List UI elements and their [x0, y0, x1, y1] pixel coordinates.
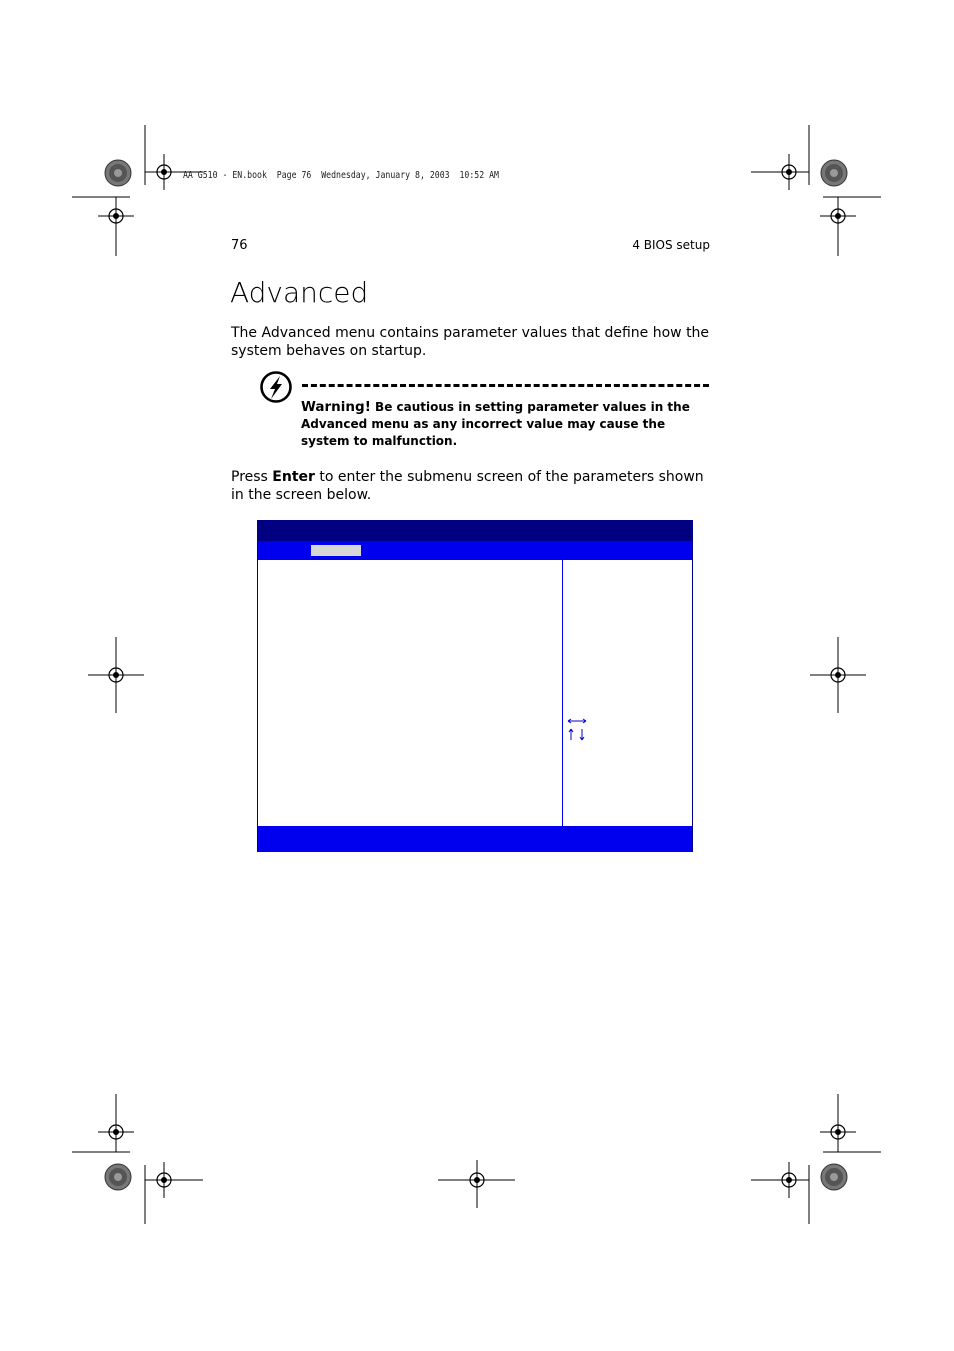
- warning-divider: [302, 384, 709, 387]
- page-title: Advanced: [230, 276, 369, 309]
- page-number: 76: [231, 238, 248, 253]
- bios-main-pane: [258, 560, 562, 826]
- warning-text: Be cautious in setting parameter values in the Advanced menu as any incorrect value may cause the system to malfunction.: [301, 400, 690, 448]
- lightning-warning-icon: [259, 370, 293, 404]
- bios-footer-bar: [258, 826, 692, 852]
- instruction-before: Press: [231, 469, 273, 485]
- print-header: AA G510 - EN.book Page 76 Wednesday, January 8, 2003 10:52 AM: [183, 170, 499, 181]
- running-head: 4 BIOS setup: [632, 238, 710, 252]
- enter-key: Enter: [272, 469, 315, 485]
- bios-tab-advanced[interactable]: [311, 545, 361, 556]
- intro-paragraph: The Advanced menu contains parameter values that define how the system behaves on startup.: [231, 325, 710, 359]
- instruction-after: to enter the submenu screen of the parameters shown in the screen below.: [231, 469, 704, 503]
- bios-screenshot: [257, 520, 693, 852]
- navigation-arrows-icon: [562, 717, 592, 743]
- warning-label: Warning!: [301, 399, 371, 415]
- bios-help-pane: [562, 560, 693, 826]
- bios-menu-bar: [258, 541, 692, 560]
- warning-note: [301, 399, 711, 450]
- bios-title-bar: [258, 521, 692, 541]
- instruction-paragraph: [231, 468, 711, 504]
